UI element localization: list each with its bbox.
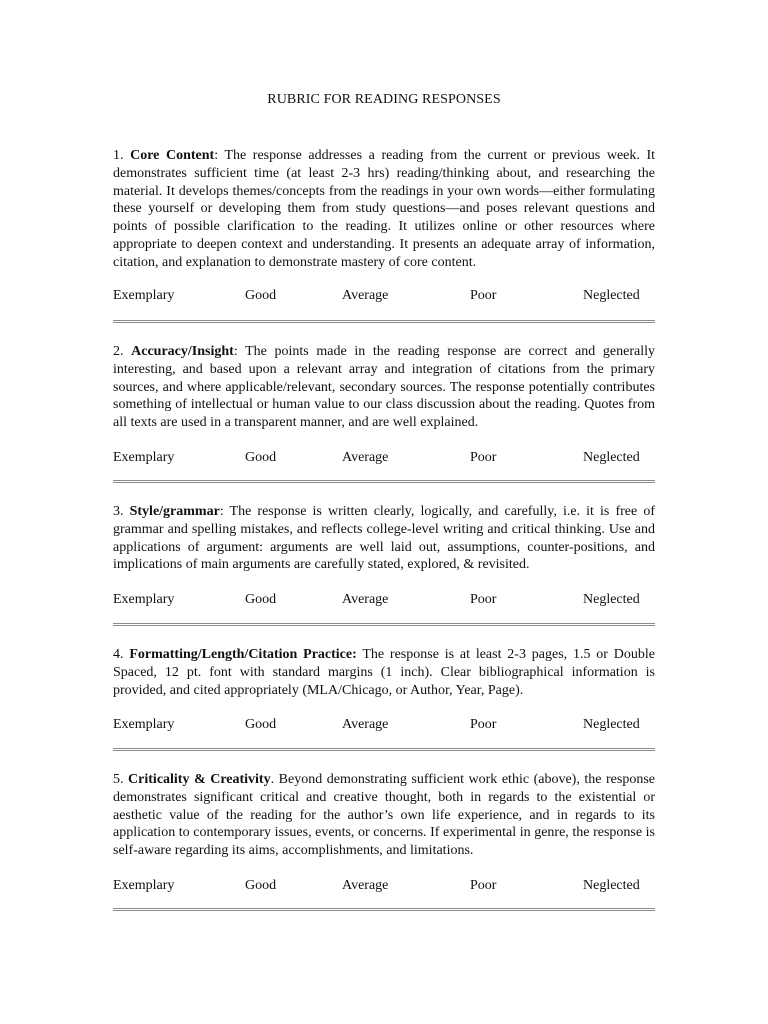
criterion-text: : The response is written clearly, logically, and carefully, i.e. it is free of grammar and spelling mistakes, and reflects college-level writing and critical thinking. Use and applications of argument: arguments are well laid out, assumptions, counter-positions, and implications of main arguments are carefully stated, explored, & revisited. xyxy=(113,504,655,573)
criterion-description xyxy=(113,503,655,574)
criterion-text: : The response addresses a reading from the current or previous week. It demonstrates sufficient time (at least 2-3 hrs) reading/thinking about, and researching the material. It develops themes/concepts from the readings in your own words—either formulating these yourself or developing them from study questions—and poses relevant questions and points of possible clarification to the reading. It utilizes online or other resources where appropriate to deepen context and understanding. It presents an adequate array of information, citation, and explanation to demonstrate mastery of core content. xyxy=(113,148,656,270)
rating-scale xyxy=(113,450,655,468)
criterion-number: 5. xyxy=(113,772,129,787)
rating-average: Average xyxy=(342,287,389,303)
criterion-number: 3. xyxy=(113,504,130,519)
rating-poor: Poor xyxy=(470,877,497,893)
rating-exemplary: Exemplary xyxy=(113,877,175,893)
criterion-description xyxy=(113,147,655,272)
document-title: RUBRIC FOR READING RESPONSES xyxy=(267,92,501,107)
rating-poor: Poor xyxy=(470,717,497,733)
section-divider xyxy=(113,480,655,483)
section-divider xyxy=(113,320,655,323)
criterion-heading: Criticality & Creativity xyxy=(128,772,271,787)
rating-scale xyxy=(113,717,655,735)
rating-average: Average xyxy=(342,877,389,893)
criterion-heading: Core Content xyxy=(130,148,215,163)
rating-poor: Poor xyxy=(470,287,497,303)
rating-exemplary: Exemplary xyxy=(113,287,175,303)
rating-good: Good xyxy=(245,717,277,733)
criterion-style-grammar xyxy=(113,503,655,610)
rating-average: Average xyxy=(342,592,389,608)
section-divider xyxy=(113,623,655,626)
criterion-text: The response is at least 2-3 pages, 1.5 or Double Spaced, 12 pt. font with standard margins (1 inch). Clear bibliographical information is provided, and cited appropriately (MLA/Chicago, or Author, Year, Page). xyxy=(113,647,655,698)
rating-poor: Poor xyxy=(470,592,497,608)
criterion-description xyxy=(113,646,655,699)
criterion-number: 4. xyxy=(113,647,130,662)
rating-average: Average xyxy=(342,449,389,465)
criterion-heading: Formatting/Length/Citation Practice: xyxy=(129,647,357,662)
criterion-number: 2. xyxy=(113,344,132,359)
criterion-heading: Accuracy/Insight xyxy=(131,344,234,359)
section-divider xyxy=(113,748,655,751)
criterion-text: . Beyond demonstrating sufficient work ethic (above), the response demonstrates significant critical and creative thought, both in regards to the existential or aesthetic value of the reading for the author’s own life experience, and in regards to its application to contemporary issues, events, or concerns. If experimental in genre, the response is self-aware regarding its aims, accomplishments, and limitations. xyxy=(113,772,656,859)
criterion-heading: Style/grammar xyxy=(129,504,220,519)
criterion-accuracy-insight xyxy=(113,343,655,468)
section-divider xyxy=(113,908,655,911)
rating-scale xyxy=(113,288,655,306)
rating-exemplary: Exemplary xyxy=(113,717,175,733)
criterion-description xyxy=(113,343,655,432)
rating-good: Good xyxy=(245,592,277,608)
criterion-core-content xyxy=(113,147,655,306)
criterion-formatting-length-citation xyxy=(113,646,655,735)
criterion-text: : The points made in the reading response are correct and generally interesting, and based upon a relevant array and integration of citations from the primary sources, and where applicable/relevant, secondary sources. The response potentially contributes something of intellectual or human value to our class discussion about the reading. Quotes from all texts are used in a transparent manner, and are well explained. xyxy=(113,344,655,431)
rating-exemplary: Exemplary xyxy=(113,592,175,608)
criterion-number: 1. xyxy=(113,148,131,163)
rating-good: Good xyxy=(245,877,277,893)
rating-scale xyxy=(113,878,655,896)
rating-neglected: Neglected xyxy=(583,717,640,733)
criterion-criticality-creativity xyxy=(113,771,655,896)
rating-neglected: Neglected xyxy=(583,287,640,303)
rating-scale xyxy=(113,592,655,610)
criterion-description xyxy=(113,771,655,860)
rating-neglected: Neglected xyxy=(583,449,640,465)
rating-average: Average xyxy=(342,717,389,733)
rating-good: Good xyxy=(245,449,277,465)
rating-exemplary: Exemplary xyxy=(113,449,175,465)
rating-neglected: Neglected xyxy=(583,877,640,893)
rating-neglected: Neglected xyxy=(583,592,640,608)
rating-good: Good xyxy=(245,287,277,303)
rating-poor: Poor xyxy=(470,449,497,465)
